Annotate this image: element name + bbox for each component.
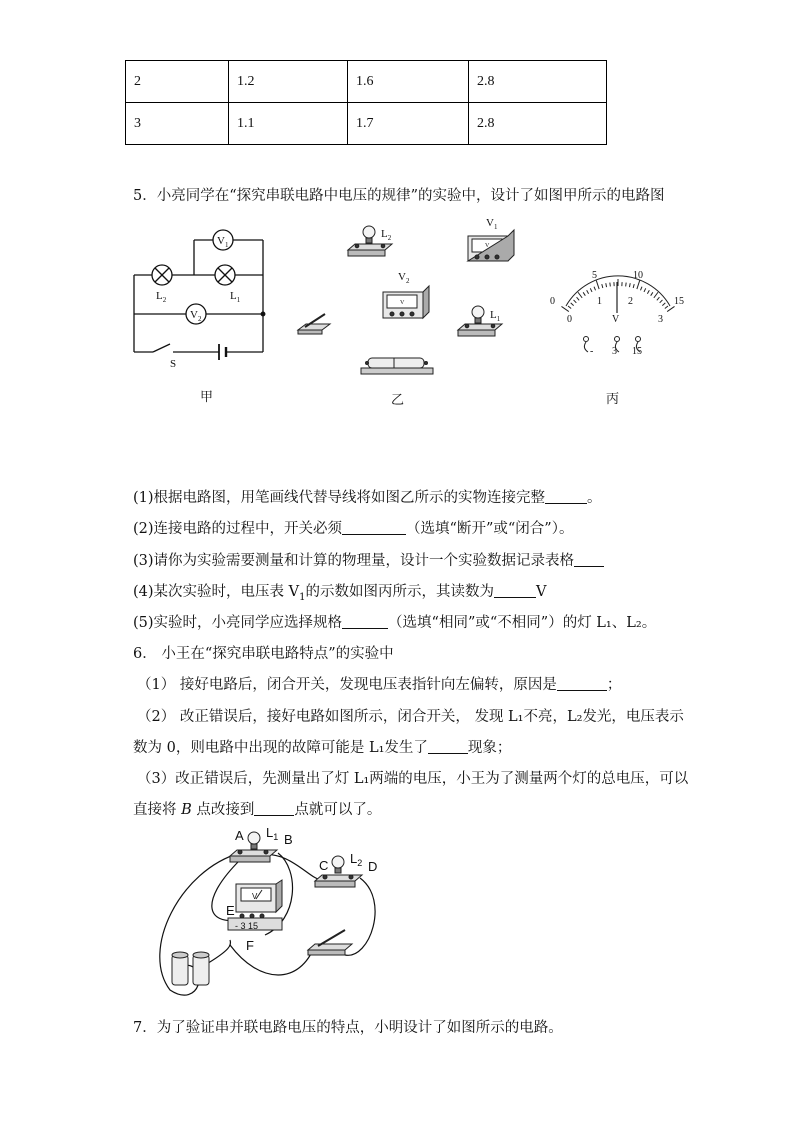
question-6-title: 6． 小王在“探究串联电路特点”的实验中 [133,646,394,662]
scale-top-0: 0 [550,296,555,307]
scale-bottom-3: 3 [658,314,663,325]
q6-item-3-line-1: （3）改正错误后，先测量出了灯 L₁两端的电压，小王为了测量两个灯的总电压，可以 [137,771,689,787]
voltmeter-v2-label: $V_2$ [398,271,410,285]
q6-components [172,832,362,985]
table-cell: 1.7 [348,103,469,145]
terminal-15: 15 [632,346,642,357]
table-cell: 2.8 [469,103,607,145]
scale-bottom-2: 2 [628,296,633,307]
q6-item-2-line-2: 数为 0，则电路中出现的故障可能是 L₁发生了 现象； [133,740,512,756]
table-cell: 3 [126,103,229,145]
q5-item-3: (3)请你为实验需要测量和计算的物理量，设计一个实验数据记录表格 [133,549,604,570]
q6-item-1: （1） 接好电路后，闭合开关，发现电压表指针向左偏转，原因是 ； [137,677,622,693]
scale-top-10: 10 [633,270,643,281]
l1-label: $L_1$ [230,290,241,304]
terminal-minus: - [590,346,594,357]
lamp-l2-label: $L_2$ [381,228,392,242]
point-d-label: D [368,859,378,874]
caption-bing: 丙 [606,392,620,407]
table-cell: 2 [126,61,229,103]
point-c-label: C [319,858,329,873]
lamp-l1-label: $L_1$ [490,309,501,323]
q5-item-1: (1)根据电路图，用笔画线代替导线将如图乙所示的实物连接完整 。 [133,490,602,506]
q5-item-4: (4)某次实验时，电压表 $V_1$的示数如图丙所示，其读数为 V [133,584,547,603]
meter-v-small: V [485,243,490,249]
scale-unit-v: V [612,314,620,325]
table-cell: 1.1 [229,103,348,145]
l2-label: $L_2$ [156,290,167,304]
meter-scale-label: - 3 15 [235,921,259,931]
question-7-title: 7．为了验证串并联电路电压的特点，小明设计了如图所示的电路。 [133,1020,563,1036]
scale-bottom-0: 0 [567,314,572,325]
switch-icon [308,930,352,955]
lamp-l2-label: $L_2$ [350,851,363,868]
q5-item-2: (2)连接电路的过程中，开关必须 （选填“断开”或“闭合”）。 [133,521,574,537]
q6-item-2-line-1: （2） 改正错误后，接好电路如图所示，闭合开关， 发现 L₁不亮，L₂发光，电压表示 [137,709,684,725]
table-cell: 1.2 [229,61,348,103]
scale-top-15: 15 [674,296,684,307]
point-e-label: E [226,903,235,918]
q6-item-3-line-2: 直接将 B 点改接到 点就可以了。 [133,802,382,818]
caption-yi: 乙 [391,393,405,408]
switch-label: S [170,358,177,370]
table-cell: 2.8 [469,61,607,103]
caption-jia: 甲 [200,390,214,405]
lamp-l1-label: $L_1$ [266,825,279,842]
terminal-3: 3 [612,346,617,357]
v2-label: $V_2$ [190,309,202,323]
battery-icon [172,952,209,985]
voltmeter-v1-label: $V_1$ [486,217,498,231]
point-f-label: F [246,938,254,953]
q5-item-5: (5)实验时，小亮同学应选择规格 （选填“相同”或“不相同”）的灯 L₁、L₂。 [133,615,657,631]
scale-bottom-1: 1 [597,296,602,307]
meter-v-small: V [400,300,405,306]
v1-label: $V_1$ [217,235,229,249]
question-5-title: 5．小亮同学在“探究串联电路中电压的规律”的实验中，设计了如图甲所示的电路图 [133,188,665,204]
point-a-label: A [235,828,244,843]
table-cell: 1.6 [348,61,469,103]
meter-v-label: V [252,892,258,901]
scale-top-5: 5 [592,270,597,281]
point-b-label: B [284,832,293,847]
